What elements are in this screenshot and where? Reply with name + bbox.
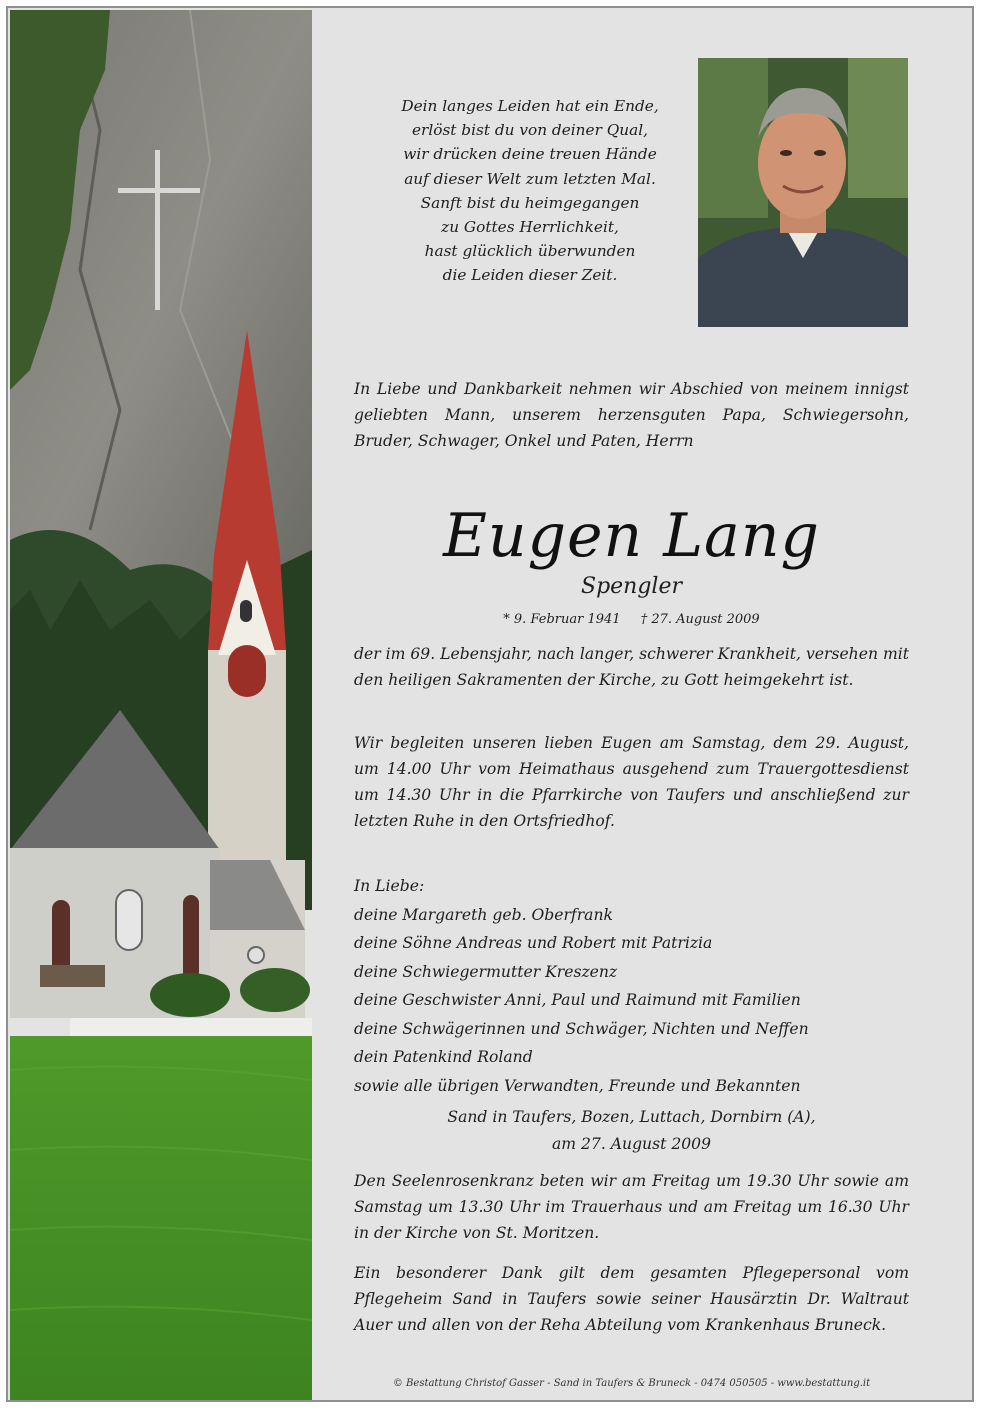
family-line: deine Schwägerinnen und Schwäger, Nichten und Neffen	[354, 1019, 809, 1038]
passing-text: der im 69. Lebensjahr, nach langer, schwerer Krankheit, versehen mit den heiligen Sakramenten der Kirche, zu Gott heimgekehrt ist.	[354, 645, 909, 689]
place-date	[354, 1104, 909, 1158]
poem-line: Dein langes Leiden hat ein Ende,	[401, 97, 659, 115]
family-list	[354, 872, 909, 1100]
poem-line: auf dieser Welt zum letzten Mal.	[404, 169, 656, 188]
family-line: deine Schwiegermutter Kreszenz	[354, 962, 618, 981]
date-line: am 27. August 2009	[551, 1135, 712, 1153]
poem-line: hast glücklich überwunden	[424, 242, 636, 261]
poem-line: erlöst bist du von deiner Qual,	[411, 121, 649, 140]
poem-line: zu Gottes Herrlichkeit,	[441, 218, 619, 237]
death-date: † 27. August 2009	[640, 612, 760, 627]
family-line: deine Geschwister Anni, Paul und Raimund mit Familien	[354, 991, 801, 1009]
birth-date: * 9. Februar 1941	[503, 612, 621, 627]
deceased-name: Eugen Lang	[443, 501, 820, 571]
thanks-text: Ein besonderer Dank gilt dem gesamten Pflegepersonal vom Pflegeheim Sand in Taufers sowie seiner Hausärztin Dr. Waltraut Auer und allen von der Reha Abteilung vom Krankenhaus Bruneck.	[354, 1264, 909, 1334]
family-line: sowie alle übrigen Verwandten, Freunde und Bekannten	[354, 1076, 801, 1095]
family-line: deine Söhne Andreas und Robert mit Patrizia	[354, 934, 713, 952]
life-dates	[354, 612, 909, 627]
footer-credit: © Bestattung Christof Gasser - Sand in Taufers & Bruneck - 0474 050505 - www.bestattung.it	[392, 1378, 871, 1389]
rosary-text: Den Seelenrosenkranz beten wir am Freitag um 19.30 Uhr sowie am Samstag um 13.30 Uhr im Trauerhaus und am Freitag um 16.30 Uhr in der Kirche von St. Moritzen.	[354, 1172, 909, 1242]
family-line: dein Patenkind Roland	[354, 1048, 533, 1066]
family-line: deine Margareth geb. Oberfrank	[354, 905, 613, 924]
obituary-text-area	[312, 10, 972, 1400]
place-line: Sand in Taufers, Bozen, Luttach, Dornbirn (A),	[447, 1108, 816, 1126]
poem-line: Sanft bist du heimgegangen	[420, 193, 640, 212]
poem	[352, 94, 708, 288]
family-heading: In Liebe:	[354, 877, 425, 895]
portrait-photo	[698, 58, 908, 327]
funeral-text: Wir begleiten unseren lieben Eugen am Samstag, dem 29. August, um 14.00 Uhr vom Heimathaus ausgehend zum Trauergottesdienst um 14.30 Uhr in die Pfarrkirche von Taufers und anschließend zur letzten Ruhe in den Ortsfriedhof.	[354, 734, 909, 830]
poem-line: die Leiden dieser Zeit.	[442, 266, 618, 285]
church-photo	[10, 10, 312, 1400]
poem-line: wir drücken deine treuen Hände	[403, 145, 657, 164]
intro-text: In Liebe und Dankbarkeit nehmen wir Abschied von meinem innigst geliebten Mann, unserem herzensguten Papa, Schwiegersohn, Bruder, Schwager, Onkel und Paten, Herrn	[354, 380, 909, 450]
occupation: Spengler	[581, 574, 682, 599]
